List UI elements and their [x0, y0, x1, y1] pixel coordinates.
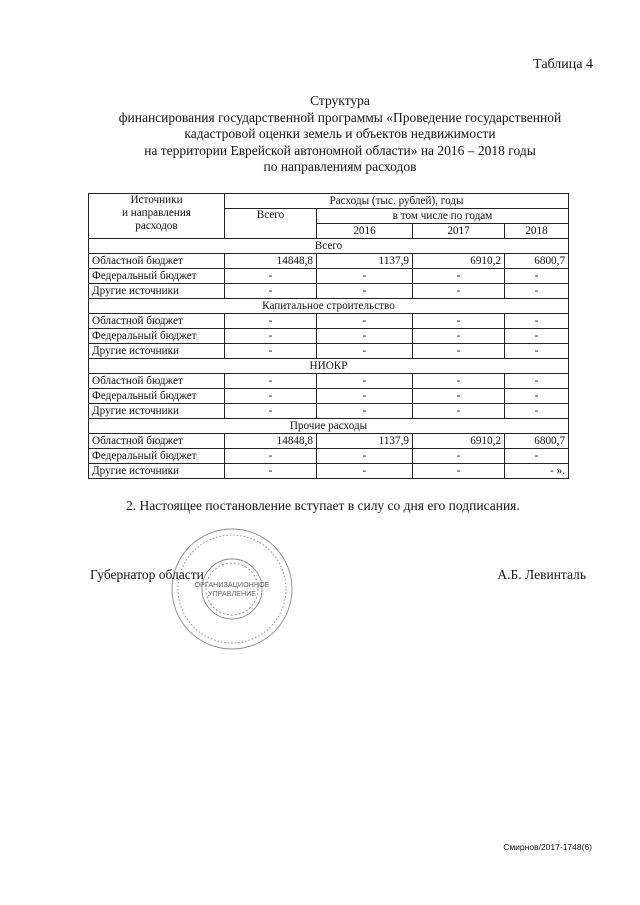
table-row — [89, 284, 569, 299]
year-2017-cell: - — [413, 404, 505, 419]
stamp-center-line1: ОРГАНИЗАЦИОННОЕ — [194, 580, 270, 589]
section-row — [89, 239, 569, 254]
year-2017-cell: - — [413, 449, 505, 464]
source-cell: Федеральный бюджет — [89, 449, 225, 464]
title-line: Структура — [310, 93, 370, 108]
year-2016-cell: - — [317, 464, 413, 479]
section-row — [89, 359, 569, 374]
year-2016-cell: - — [317, 389, 413, 404]
year-2017-cell: - — [413, 269, 505, 284]
year-2018-cell: 6800,7 — [505, 254, 569, 269]
table-row — [89, 329, 569, 344]
header-sources-cell — [89, 194, 225, 239]
total-cell: - — [225, 269, 317, 284]
total-cell: - — [225, 449, 317, 464]
table-row — [89, 404, 569, 419]
total-cell: - — [225, 404, 317, 419]
source-cell: Федеральный бюджет — [89, 329, 225, 344]
title-line: финансирования государственной программы «Проведение государственной — [118, 109, 562, 125]
signatory-name: А.Б. Левинталь — [497, 567, 586, 582]
year-2017-cell: 6910,2 — [413, 434, 505, 449]
header-year-2017: 2017 — [413, 224, 505, 239]
header-year-2016: 2016 — [317, 224, 413, 239]
source-cell: Областной бюджет — [89, 254, 225, 269]
source-cell: Федеральный бюджет — [89, 389, 225, 404]
official-seal-stamp — [168, 525, 296, 653]
total-cell: - — [225, 464, 317, 479]
effective-date-clause: 2. Настоящее постановление вступает в силу со дня его подписания. — [126, 498, 520, 513]
total-cell: - — [225, 284, 317, 299]
source-cell: Другие источники — [89, 404, 225, 419]
section-title: НИОКР — [89, 359, 569, 374]
year-2016-cell: - — [317, 374, 413, 389]
year-2016-cell: 1137,9 — [317, 434, 413, 449]
year-2018-cell: - — [505, 269, 569, 284]
section-row — [89, 299, 569, 314]
table-row — [89, 464, 569, 479]
year-2018-cell: - — [505, 329, 569, 344]
table-row — [89, 434, 569, 449]
stamp-center-line2: УПРАВЛЕНИЕ — [207, 589, 257, 598]
section-title: Всего — [89, 239, 569, 254]
year-2018-cell: - — [505, 344, 569, 359]
header-total: Всего — [225, 209, 317, 239]
financing-table — [88, 193, 569, 479]
header-expenses: Расходы (тыс. рублей), годы — [225, 194, 569, 209]
year-2018-cell: - — [505, 284, 569, 299]
section-row — [89, 419, 569, 434]
year-2016-cell: - — [317, 329, 413, 344]
title-line: по направлениям расходов — [263, 159, 417, 174]
document-code: Смирнов/2017-1748(6) — [503, 842, 592, 852]
total-cell: - — [225, 314, 317, 329]
source-cell: Другие источники — [89, 464, 225, 479]
table-row — [89, 314, 569, 329]
year-2017-cell: - — [413, 389, 505, 404]
year-2016-cell: - — [317, 344, 413, 359]
year-2016-cell: - — [317, 269, 413, 284]
total-cell: - — [225, 374, 317, 389]
total-cell: 14848,8 — [225, 254, 317, 269]
year-2017-cell: - — [413, 464, 505, 479]
source-cell: Областной бюджет — [89, 434, 225, 449]
source-cell: Другие источники — [89, 344, 225, 359]
total-cell: - — [225, 344, 317, 359]
table-row — [89, 449, 569, 464]
table-row — [89, 344, 569, 359]
total-cell: - — [225, 329, 317, 344]
year-2018-cell: - — [505, 314, 569, 329]
year-2016-cell: 1137,9 — [317, 254, 413, 269]
header-year-2018: 2018 — [505, 224, 569, 239]
year-2016-cell: - — [317, 404, 413, 419]
header-by-year: в том числе по годам — [317, 209, 569, 224]
table-number-label: Таблица 4 — [533, 57, 593, 72]
year-2017-cell: - — [413, 329, 505, 344]
title-line: кадастровой оценки земель и объектов недвижимости — [184, 126, 496, 141]
source-cell: Областной бюджет — [89, 314, 225, 329]
total-cell: - — [225, 389, 317, 404]
table-row — [89, 254, 569, 269]
total-cell: 14848,8 — [225, 434, 317, 449]
source-cell: Другие источники — [89, 284, 225, 299]
year-2017-cell: 6910,2 — [413, 254, 505, 269]
section-title: Капитальное строительство — [89, 299, 569, 314]
signatory-title: Губернатор области — [90, 567, 204, 582]
title-line: на территории Еврейской автономной области» на 2016 – 2018 годы — [144, 142, 536, 158]
table-row — [89, 269, 569, 284]
year-2018-cell: - — [505, 389, 569, 404]
year-2016-cell: - — [317, 314, 413, 329]
year-2017-cell: - — [413, 374, 505, 389]
year-2018-cell: - ». — [505, 464, 569, 479]
table-row — [89, 389, 569, 404]
document-title — [90, 93, 590, 176]
source-cell: Федеральный бюджет — [89, 269, 225, 284]
year-2017-cell: - — [413, 314, 505, 329]
year-2016-cell: - — [317, 284, 413, 299]
year-2017-cell: - — [413, 344, 505, 359]
year-2018-cell: - — [505, 449, 569, 464]
section-title: Прочие расходы — [89, 419, 569, 434]
year-2018-cell: 6800,7 — [505, 434, 569, 449]
header-sources-line: Источники — [130, 194, 183, 206]
source-cell: Областной бюджет — [89, 374, 225, 389]
header-sources-line: и направления — [122, 207, 191, 219]
year-2016-cell: - — [317, 449, 413, 464]
year-2018-cell: - — [505, 374, 569, 389]
header-sources-line: расходов — [135, 220, 178, 232]
table-row — [89, 374, 569, 389]
year-2017-cell: - — [413, 284, 505, 299]
year-2018-cell: - — [505, 404, 569, 419]
